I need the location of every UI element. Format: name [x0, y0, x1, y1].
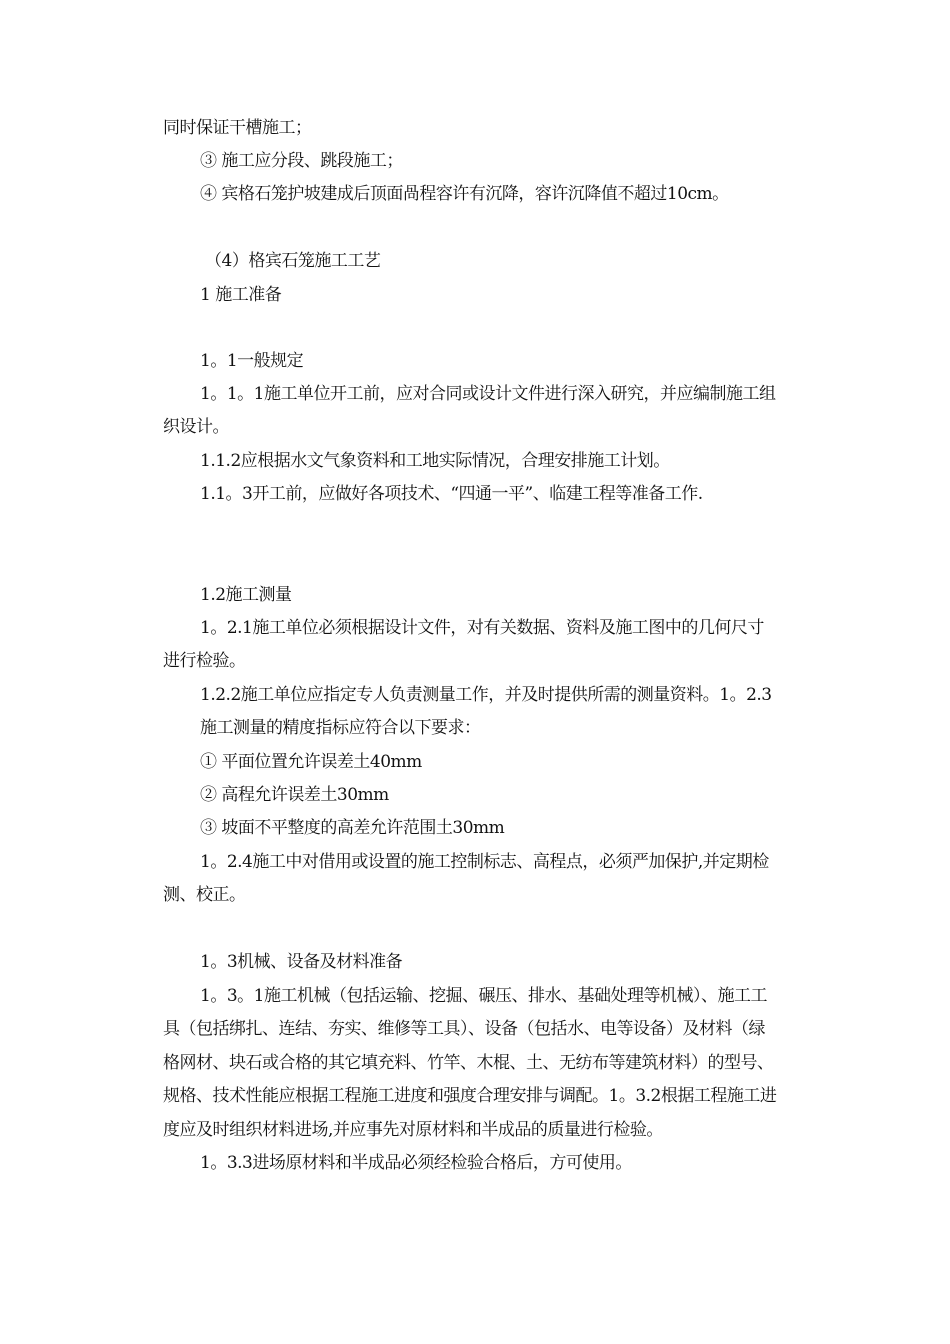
- para-1-2-1: 1。2.1施工单位必须根据设计文件，对有关数据、资料及施工图中的几何尺寸: [200, 618, 764, 638]
- para-1-3-1-cont-3: 规格、技术性能应根据工程施工进度和强度合理安排与调配。1。3.2根据工程施工进: [163, 1086, 777, 1106]
- para-1-2-1-cont: 进行检验。: [163, 651, 246, 671]
- list-item-4: ④ 宾格石笼护坡建成后顶面咼程容许有沉降，容许沉降值不超过10cm。: [200, 184, 729, 204]
- list-item-plane-position: ① 平面位置允许误差土40mm: [200, 752, 422, 772]
- para-1-3-1-cont-2: 格网材、块石或合格的其它填充料、竹竿、木棍、土、无纺布等建筑材料）的型号、: [163, 1053, 774, 1073]
- para-1-1-1: 1。1。1施工单位开工前，应对合同或设计文件进行深入研究，并应编制施工组: [200, 384, 776, 404]
- para-1-2-4: 1。2.4施工中对借用或设置的施工控制标志、高程点，必须严加保护,并定期检: [200, 852, 769, 872]
- heading-machinery: 1。3机械、设备及材料准备: [200, 952, 403, 972]
- heading-construction-prep: 1 施工准备: [200, 285, 282, 305]
- para-1-3-1-cont-1: 具（包括绑扎、连结、夯实、维修等工具）、设备（包括水、电等设备）及材料（绿: [163, 1019, 765, 1039]
- para-1-3-2-cont: 度应及时组织材料进场,并应事先对原材料和半成品的质量进行检验。: [163, 1120, 663, 1140]
- para-1-3-1: 1。3。1施工机械（包括运输、挖掘、碾压、排水、基础处理等机械）、施工工: [200, 986, 767, 1006]
- text-line-1: 同时保证干槽施工；: [163, 118, 312, 138]
- heading-general-rules: 1。1一般规定: [200, 351, 304, 371]
- para-1-1-3: 1.1。3开工前，应做好各项技术、“四通一平”、临建工程等准备工作.: [200, 484, 703, 504]
- list-item-slope-flatness: ③ 坡面不平整度的高差允许范围土30mm: [200, 818, 505, 838]
- heading-survey: 1.2施工测量: [200, 585, 292, 605]
- para-1-2-4-cont: 测、校正。: [163, 885, 246, 905]
- list-item-elevation: ② 高程允许误差土30mm: [200, 785, 389, 805]
- para-1-2-3-cont: 施工测量的精度指标应符合以下要求：: [200, 718, 481, 738]
- list-item-3: ③ 施工应分段、跳段施工；: [200, 151, 403, 171]
- para-1-1-2: 1.1.2应根据水文气象资料和工地实际情况，合理安排施工计划。: [200, 451, 670, 471]
- para-1-3-3: 1。3.3进场原材料和半成品必须经检验合格后，方可使用。: [200, 1153, 632, 1173]
- para-1-1-1-cont: 织设计。: [163, 417, 229, 437]
- para-1-2-2: 1.2.2施工单位应指定专人负责测量工作，并及时提供所需的测量资料。1。2.3: [200, 685, 772, 705]
- section-heading-4: （4）格宾石笼施工工艺: [205, 251, 381, 271]
